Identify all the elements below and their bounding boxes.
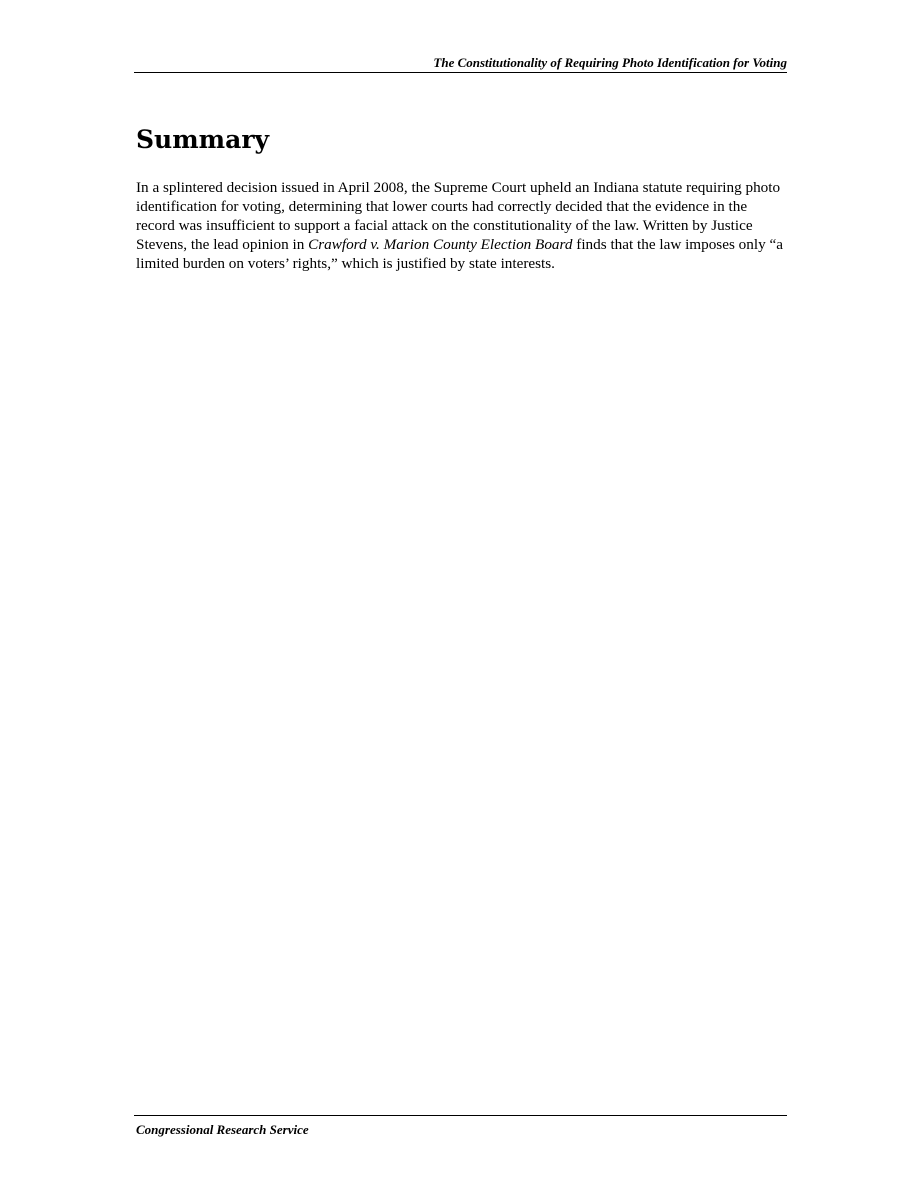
- summary-paragraph: [136, 178, 788, 273]
- running-header: [134, 55, 787, 73]
- summary-text-part-2: finds that the law imposes only “a limited burden on voters’ rights,” which is justified by state interests.: [136, 236, 783, 272]
- summary-text-part-1: In a splintered decision issued in April 2008, the Supreme Court upheld an Indiana statute requiring photo identification for voting, determining that lower courts had correctly decided that the evidence in the record was insufficient to support a facial attack on the constitutionality of the law. Written by Justice Stevens, the lead opinion in: [136, 179, 781, 253]
- case-name: Crawford v. Marion County Election Board: [308, 236, 573, 253]
- running-footer: [134, 1115, 787, 1139]
- running-header-title: The Constitutionality of Requiring Photo Identification for Voting: [433, 55, 787, 70]
- section-title: Summary: [136, 125, 270, 154]
- footer-organization: Congressional Research Service: [136, 1122, 309, 1137]
